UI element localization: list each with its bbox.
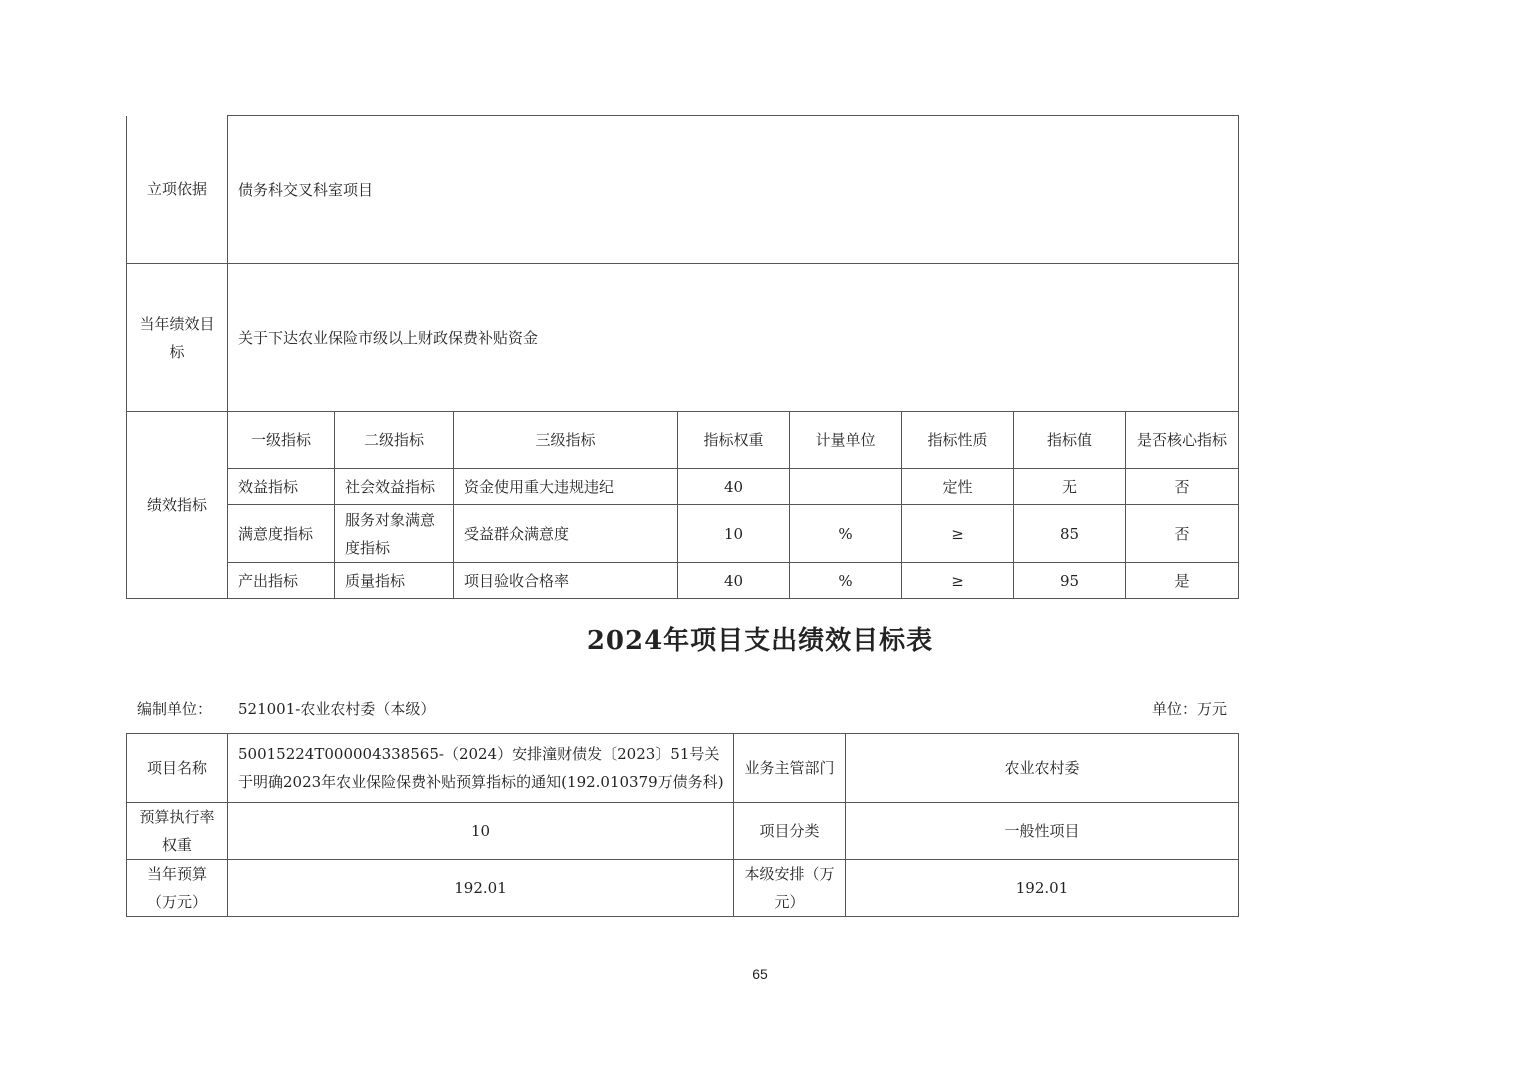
page-title: 2024年项目支出绩效目标表 (586, 626, 934, 656)
dept-label: 业务主管部门 (734, 734, 846, 803)
performance-goal-table (126, 115, 1239, 599)
category-label: 项目分类 (734, 803, 846, 860)
currency-unit: 单位：万元 (1151, 700, 1227, 718)
header-cell: 计量单位 (790, 412, 902, 469)
table-cell: 效益指标 (228, 469, 335, 505)
arrange-value: 192.01 (846, 860, 1239, 917)
category-value: 一般性项目 (846, 803, 1239, 860)
table-cell: 95 (1014, 563, 1126, 599)
header-cell: 指标值 (1014, 412, 1126, 469)
arrange-label: 本级安排（万元） (734, 860, 846, 917)
table-cell: 10 (678, 505, 790, 563)
table-cell: 85 (1014, 505, 1126, 563)
basis-label: 立项依据 (127, 116, 228, 264)
basis-value: 债务科交叉科室项目 (228, 116, 1239, 264)
table-cell: 服务对象满意度指标 (335, 505, 454, 563)
table-cell: 资金使用重大违规违纪 (454, 469, 678, 505)
goal-value: 关于下达农业保险市级以上财政保费补贴资金 (228, 264, 1239, 412)
indicators-label: 绩效指标 (127, 412, 228, 599)
table-cell: 是 (1126, 563, 1239, 599)
rate-value: 10 (228, 803, 734, 860)
table-cell: 社会效益指标 (335, 469, 454, 505)
table-row (127, 505, 1239, 563)
unit-label: 编制单位： (137, 700, 213, 718)
table-row (127, 563, 1239, 599)
header-cell: 二级指标 (335, 412, 454, 469)
table-cell: ≥ (902, 505, 1014, 563)
table-row (127, 469, 1239, 505)
table-cell: 否 (1126, 505, 1239, 563)
table-cell: 产出指标 (228, 563, 335, 599)
header-cell: 指标性质 (902, 412, 1014, 469)
table-cell: 40 (678, 469, 790, 505)
header-cell: 一级指标 (228, 412, 335, 469)
table-cell: 40 (678, 563, 790, 599)
rate-label: 预算执行率权重 (127, 803, 228, 860)
header-cell: 是否核心指标 (1126, 412, 1239, 469)
page-number: 65 (752, 966, 768, 982)
table-cell: 满意度指标 (228, 505, 335, 563)
budget-label: 当年预算（万元） (127, 860, 228, 917)
goal-label: 当年绩效目标 (127, 264, 228, 412)
table-cell: % (790, 563, 902, 599)
table-cell: 项目验收合格率 (454, 563, 678, 599)
table-cell: 质量指标 (335, 563, 454, 599)
table-cell: 无 (1014, 469, 1126, 505)
budget-value: 192.01 (228, 860, 734, 917)
header-cell: 指标权重 (678, 412, 790, 469)
table-cell: 定性 (902, 469, 1014, 505)
header-cell: 三级指标 (454, 412, 678, 469)
project-info-table (126, 733, 1239, 917)
project-name-label: 项目名称 (127, 734, 228, 803)
table-cell: 否 (1126, 469, 1239, 505)
project-name-value: 50015224T000004338565-（2024）安排潼财债发〔2023〕51号关于明确2023年农业保险保费补贴预算指标的通知(192.010379万债务科) (228, 734, 734, 803)
table-cell: % (790, 505, 902, 563)
dept-value: 农业农村委 (846, 734, 1239, 803)
table-cell: ≥ (902, 563, 1014, 599)
unit-value: 521001-农业农村委（本级） (238, 700, 436, 718)
table-cell: 受益群众满意度 (454, 505, 678, 563)
table-cell (790, 469, 902, 505)
